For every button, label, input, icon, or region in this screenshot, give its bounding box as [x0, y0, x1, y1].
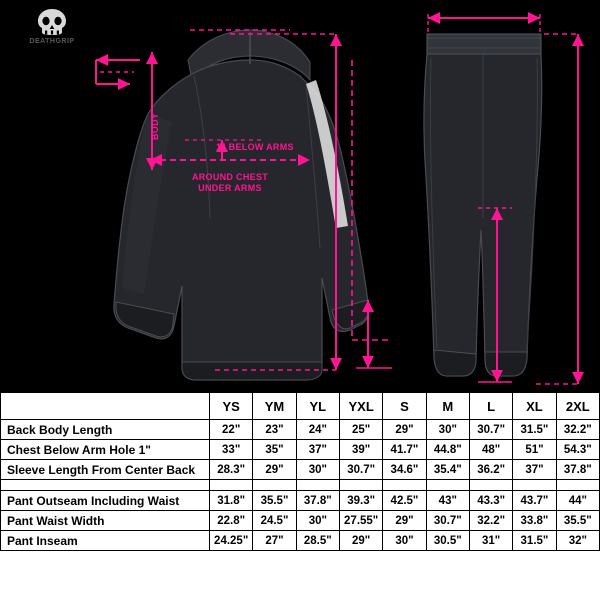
- spacer-cell: [513, 480, 556, 491]
- spacer-cell: [426, 480, 469, 491]
- label-below-arms: 1" BELOW ARMS: [216, 142, 294, 152]
- cell: 28.3": [210, 460, 253, 480]
- row-label-back-body-length: Back Body Length: [1, 420, 210, 440]
- cell: 37": [513, 460, 556, 480]
- spacer-cell: [469, 480, 512, 491]
- label-around-chest: AROUND CHEST: [191, 172, 269, 182]
- cell: 42.5": [383, 491, 426, 511]
- cell: 29": [253, 460, 296, 480]
- cell: 30": [296, 460, 339, 480]
- cell: 22": [210, 420, 253, 440]
- column-header-2xl: 2XL: [556, 393, 599, 420]
- cell: 29": [383, 511, 426, 531]
- column-header-xl: XL: [513, 393, 556, 420]
- cell: 30.7": [339, 460, 382, 480]
- column-header-0: [1, 393, 210, 420]
- column-header-ym: YM: [253, 393, 296, 420]
- cell: 23": [253, 420, 296, 440]
- cell: 31.8": [210, 491, 253, 511]
- spacer-cell: [383, 480, 426, 491]
- cell: 37": [296, 440, 339, 460]
- cell: 43.3": [469, 491, 512, 511]
- spacer-cell: [210, 480, 253, 491]
- cell: 43.7": [513, 491, 556, 511]
- cell: 27": [253, 531, 296, 551]
- column-header-m: M: [426, 393, 469, 420]
- cell: 44.8": [426, 440, 469, 460]
- cell: 30.7": [426, 511, 469, 531]
- column-header-l: L: [469, 393, 512, 420]
- spacer-cell: [1, 480, 210, 491]
- table-row: [1, 460, 600, 480]
- cell: 51": [513, 440, 556, 460]
- column-header-s: S: [383, 393, 426, 420]
- row-label-pant-outseam: Pant Outseam Including Waist: [1, 491, 210, 511]
- table-row: [1, 511, 600, 531]
- spacer-cell: [556, 480, 599, 491]
- cell: 35.4": [426, 460, 469, 480]
- size-table-container: [0, 392, 600, 600]
- size-table: [0, 392, 600, 551]
- table-row: [1, 420, 600, 440]
- column-header-ys: YS: [210, 393, 253, 420]
- brand-logo-text: DEATHGRIP: [29, 38, 75, 45]
- cell: 34.6": [383, 460, 426, 480]
- row-label-pant-waist-width: Pant Waist Width: [1, 511, 210, 531]
- cell: 32.2": [556, 420, 599, 440]
- label-under-arms: UNDER ARMS: [198, 183, 262, 193]
- cell: 28.5": [296, 531, 339, 551]
- cell: 54.3": [556, 440, 599, 460]
- cell: 39": [339, 440, 382, 460]
- label-body: BODY: [150, 112, 160, 140]
- spacer-cell: [253, 480, 296, 491]
- row-label-pant-inseam: Pant Inseam: [1, 531, 210, 551]
- cell: 24.5": [253, 511, 296, 531]
- cell: 27.55": [339, 511, 382, 531]
- spacer-cell: [296, 480, 339, 491]
- cell: 33.8": [513, 511, 556, 531]
- cell: 41.7": [383, 440, 426, 460]
- cell: 32": [556, 531, 599, 551]
- row-label-sleeve-length: Sleeve Length From Center Back: [1, 460, 210, 480]
- cell: 37.8": [296, 491, 339, 511]
- row-label-chest-below-arm-hole: Chest Below Arm Hole 1": [1, 440, 210, 460]
- cell: 29": [383, 420, 426, 440]
- cell: 35.5": [556, 511, 599, 531]
- cell: 37.8": [556, 460, 599, 480]
- cell: 44": [556, 491, 599, 511]
- cell: 24.25": [210, 531, 253, 551]
- cell: 43": [426, 491, 469, 511]
- table-header-row: [1, 393, 600, 420]
- cell: 25": [339, 420, 382, 440]
- cell: 30": [426, 420, 469, 440]
- column-header-yl: YL: [296, 393, 339, 420]
- cell: 31": [469, 531, 512, 551]
- cell: 31.5": [513, 420, 556, 440]
- cell: 33": [210, 440, 253, 460]
- cell: 48": [469, 440, 512, 460]
- cell: 39.3": [339, 491, 382, 511]
- table-spacer-row: [1, 480, 600, 491]
- cell: 30.7": [469, 420, 512, 440]
- cell: 30": [296, 511, 339, 531]
- cell: 32.2": [469, 511, 512, 531]
- table-row: [1, 531, 600, 551]
- cell: 31.5": [513, 531, 556, 551]
- cell: 30.5": [426, 531, 469, 551]
- cell: 29": [339, 531, 382, 551]
- table-row: [1, 440, 600, 460]
- cell: 22.8": [210, 511, 253, 531]
- cell: 35": [253, 440, 296, 460]
- table-row: [1, 491, 600, 511]
- spacer-cell: [339, 480, 382, 491]
- cell: 24": [296, 420, 339, 440]
- cell: 35.5": [253, 491, 296, 511]
- column-header-yxl: YXL: [339, 393, 382, 420]
- cell: 36.2": [469, 460, 512, 480]
- cell: 30": [383, 531, 426, 551]
